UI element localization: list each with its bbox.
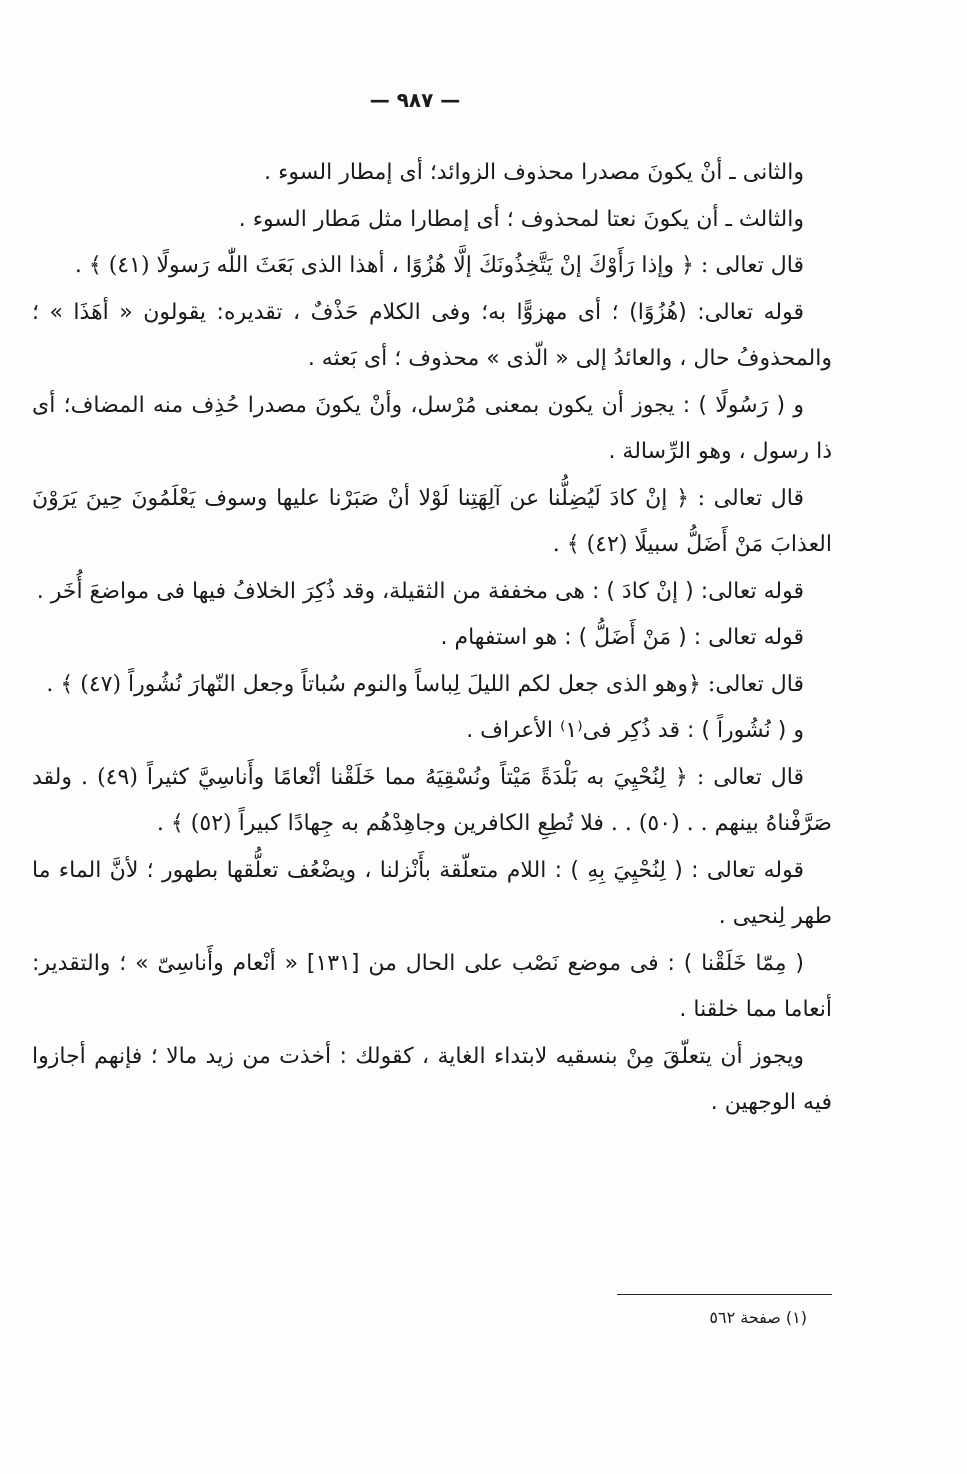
paragraph: قوله تعالى : ( لِنُحْيِيَ بِهِ ) : اللام متعلّقة بأَنْزلنا ، ويضْعُف تعلُّقها بطهور ؛ لأنَّ الماء ما طهر لِنحيى . xyxy=(32,857,832,929)
quran-verse-paragraph: قال تعالى : ﴿ وإذا رَأَوْكَ إنْ يَتَّخِذُونَكَ إلَّا هُزُوًا ، أهذا الذى بَعَثَ اللّٰه رَسولًا (٤١) ﴾ . xyxy=(74,253,804,278)
footnote: (١) صفحة ٥٦٢ xyxy=(709,1308,807,1327)
paragraph: ( مِمّا خَلَقْنا ) : فى موضع نَصْب على الحال من [١٣١] « أنْعام وأَناسِىّ » ؛ والتقدير: أنعاما مما خلقنا . xyxy=(32,950,832,1022)
paragraph: قوله تعالى: ( إنْ كادَ ) : هى مخففة من الثقيلة، وقد ذُكِرَ الخلافُ فيها فى مواضعَ أُخَر . xyxy=(36,578,804,604)
paragraph: و ( نُشُوراً ) : قد ذُكِر فى⁽١⁾ الأعراف . xyxy=(466,718,804,743)
body-text xyxy=(32,150,832,1127)
page-number: — ٩٨٧ — xyxy=(369,88,461,112)
paragraph: ويجوز أن يتعلّقَ مِنْ بنسقيه لابتداء الغاية ، كقولك : أخذت من زيد مالا ؛ فإنهم أجازوا فيه الوجهين . xyxy=(32,1043,832,1115)
paragraph: والثانى ـ أنْ يكونَ مصدرا محذوف الزوائد؛ أى إمطار السوء . xyxy=(264,160,804,185)
paragraph: قوله تعالى: (هُزُوًا) ؛ أى مهزوًّا به؛ وفى الكلام حَذْفٌ ، تقديره: يقولون « أهَذَا » ؛ والمحذوفُ حال ، والعائدُ إلى « الّذى » محذوف ؛ أى بَعثه . xyxy=(32,299,832,371)
paragraph: قوله تعالى : ( مَنْ أَضَلُّ ) : هو استفهام . xyxy=(440,625,804,650)
paragraph: والثالث ـ أن يكونَ نعتا لمحذوف ؛ أى إمطارا مثل مَطار السوء . xyxy=(238,206,804,232)
quran-verse-paragraph: قال تعالى : ﴿ إنْ كادَ لَيُضِلُّنا عن آلِهَتِنا لَوْلا أنْ صَبَرْنا عليها وسوف يَعْلَمُونَ حِينَ يَرَوْنَ العذابَ مَنْ أَضَلُّ سبيلًا (٤٢) ﴾ . xyxy=(32,485,832,557)
paragraph: و ( رَسُولًا ) : يجوز أن يكون بمعنى مُرْسل، وأنْ يكونَ مصدرا حُذِف منه المضاف؛ أى ذا رسول ، وهو الرِّسالة . xyxy=(32,392,832,464)
quran-verse-paragraph: قال تعالى: ﴿وهو الذى جعل لكم الليلَ لِباساً والنوم سُباتاً وجعل النّهارَ نُشُوراً (٤٧) ﴾ . xyxy=(46,671,804,697)
quran-verse-paragraph: قال تعالى : ﴿ لِنُحْيِيَ به بَلْدَةً مَيْتاً ونُسْقِيَهُ مما خَلَقْنا أنْعامًا وأَناسِيَّ كثيراً (٤٩) . ولقد صَرَّفْناهُ بينهم . . (٥٠) . . فلا تُطِعِ الكافرين وجاهِدْهُم به جِهادًا كبيراً (٥٢) ﴾ . xyxy=(32,764,832,836)
footnote-divider xyxy=(617,1294,832,1295)
